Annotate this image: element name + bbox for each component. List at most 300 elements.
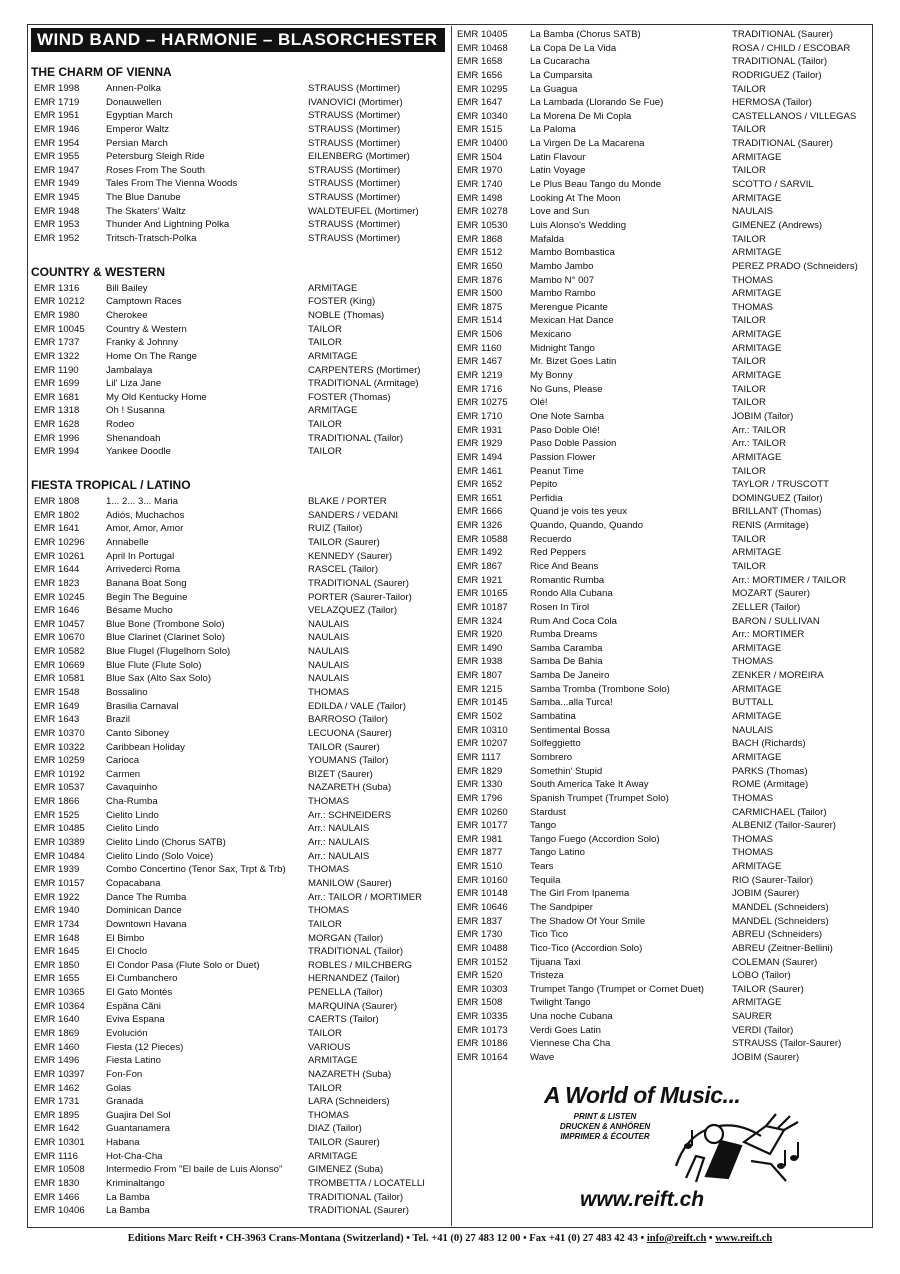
composer: EILENBERG (Mortimer) (308, 151, 410, 163)
composer: ROME (Armitage) (732, 779, 809, 791)
composer: ABREU (Zeitner-Bellini) (732, 942, 833, 954)
piece-title: Downtown Havana (106, 918, 187, 930)
piece-title: Guantanamera (106, 1123, 170, 1135)
piece-title: Mexican Hat Dance (530, 315, 614, 327)
composer: CAERTS (Tailor) (308, 1014, 379, 1026)
catalog-row (457, 151, 871, 165)
catalog-code: EMR 1876 (457, 274, 503, 286)
piece-title: Verdi Goes Latin (530, 1024, 601, 1036)
composer: Arr.: SCHNEIDERS (308, 809, 392, 821)
catalog-row (31, 495, 445, 509)
catalog-row (31, 850, 445, 864)
catalog-row (31, 191, 445, 205)
catalog-code: EMR 10301 (34, 1137, 85, 1149)
composer: TAILOR (732, 560, 766, 572)
composer: THOMAS (308, 686, 350, 698)
catalog-code: EMR 10303 (457, 983, 508, 995)
composer: WALDTEUFEL (Mortimer) (308, 205, 419, 217)
composer: MARQUINA (Saurer) (308, 1000, 398, 1012)
catalog-row (457, 574, 871, 588)
catalog-row (31, 218, 445, 232)
piece-title: Mafalda (530, 233, 565, 245)
catalog-code: EMR 10508 (34, 1164, 85, 1176)
left-column (31, 28, 445, 1236)
right-column (457, 28, 871, 1065)
catalog-row (457, 969, 871, 983)
piece-title: Annen-Polka (106, 83, 161, 94)
catalog-code: EMR 10207 (457, 738, 508, 750)
piece-title: Cherokee (106, 309, 148, 321)
catalog-row (457, 915, 871, 929)
catalog-row (31, 795, 445, 809)
catalog-code: EMR 10646 (457, 902, 508, 913)
composer: NAULAIS (308, 618, 350, 630)
piece-title: Passion Flower (530, 451, 596, 463)
catalog-code: EMR 1731 (34, 1096, 80, 1108)
composer: ZELLER (Tailor) (732, 601, 801, 613)
catalog-row (31, 282, 445, 296)
piece-title: April In Portugal (106, 550, 175, 562)
catalog-row (457, 710, 871, 724)
catalog-code: EMR 1215 (457, 683, 503, 695)
catalog-row (457, 846, 871, 860)
piece-title: Jambalaya (106, 364, 153, 376)
catalog-code: EMR 1922 (34, 891, 80, 903)
composer: BUTTALL (732, 697, 774, 709)
composer: BIZET (Saurer) (308, 768, 373, 780)
piece-title: Arrivederci Roma (106, 564, 181, 576)
catalog-row (31, 1082, 445, 1096)
piece-title: Paso Doble Passion (530, 438, 617, 450)
composer: ARMITAGE (732, 370, 782, 382)
catalog-row (457, 219, 871, 233)
piece-title: Cielito Lindo (106, 823, 159, 835)
piece-title: The Girl From Ipanema (530, 888, 630, 900)
catalog-row (457, 956, 871, 970)
piece-title: Samba Caramba (530, 642, 603, 654)
piece-title: La Cucaracha (530, 56, 590, 68)
catalog-code: EMR 1970 (457, 165, 503, 177)
catalog-code: EMR 1461 (457, 465, 503, 477)
catalog-code: EMR 1681 (34, 391, 80, 403)
catalog-row (457, 55, 871, 69)
composer: LOBO (Tailor) (732, 970, 791, 982)
piece-title: Lil' Liza Jane (106, 378, 162, 390)
piece-title: The Shadow Of Your Smile (530, 915, 646, 927)
piece-title: Spanish Trumpet (Trumpet Solo) (530, 792, 669, 804)
composer: PENELLA (Tailor) (308, 987, 383, 999)
composer: THOMAS (308, 796, 350, 808)
catalog-row (457, 928, 871, 942)
catalog-row (457, 83, 871, 97)
footer-web-link[interactable]: www.reift.ch (715, 1233, 773, 1244)
catalog-row (31, 972, 445, 986)
piece-title: Brasilia Carnaval (106, 700, 179, 712)
catalog-row (31, 863, 445, 877)
catalog-code: EMR 1877 (457, 847, 503, 859)
catalog-row (31, 781, 445, 795)
catalog-code: EMR 10148 (457, 888, 508, 900)
catalog-row (457, 1024, 871, 1038)
piece-title: Yankee Doodle (106, 446, 171, 458)
piece-title: Romantic Rumba (530, 574, 605, 586)
left-sections (31, 64, 445, 1218)
catalog-code: EMR 1981 (457, 833, 503, 845)
piece-title: Fiesta (12 Pieces) (106, 1041, 184, 1053)
catalog-row (31, 1095, 445, 1109)
piece-title: Peanut Time (530, 465, 584, 477)
catalog-row (31, 604, 445, 618)
catalog-code: EMR 1866 (34, 796, 80, 808)
piece-title: Emperor Waltz (106, 123, 170, 135)
composer: HERMOSA (Tailor) (732, 97, 812, 109)
composer: FOSTER (Thomas) (308, 391, 391, 403)
composer: ROSA / CHILD / ESCOBAR (732, 42, 851, 54)
catalog-code: EMR 1219 (457, 370, 503, 382)
catalog-code: EMR 10278 (457, 206, 508, 218)
piece-title: Begin The Beguine (106, 591, 188, 603)
catalog-code: EMR 10405 (457, 29, 508, 40)
piece-title: Oh ! Susanna (106, 405, 165, 417)
catalog-row (31, 109, 445, 123)
catalog-row (31, 350, 445, 364)
catalog-code: EMR 1895 (34, 1109, 80, 1121)
composer: Arr.: TAILOR (732, 438, 787, 450)
piece-title: Twilight Tango (530, 997, 591, 1009)
catalog-row (31, 918, 445, 932)
piece-title: El Bimbo (106, 932, 145, 944)
piece-title: Combo Concertino (Tenor Sax, Trpt & Trb) (106, 864, 286, 876)
piece-title: Evolución (106, 1028, 148, 1039)
piece-title: Tango (530, 820, 557, 832)
piece-title: Trumpet Tango (Trumpet or Cornet Duet) (530, 983, 704, 995)
catalog-row (457, 505, 871, 519)
catalog-row (457, 137, 871, 151)
catalog-code: EMR 1649 (34, 700, 80, 712)
composer: THOMAS (308, 905, 350, 917)
composer: Arr.: MORTIMER (732, 629, 805, 641)
catalog-row (31, 509, 445, 523)
composer: JOBIM (Tailor) (732, 410, 794, 422)
catalog-row (31, 1136, 445, 1150)
catalog-code: EMR 1921 (457, 574, 503, 586)
catalog-code: EMR 1548 (34, 686, 80, 698)
catalog-row (31, 1027, 445, 1041)
composer: NAZARETH (Suba) (308, 1068, 392, 1080)
catalog-row (457, 819, 871, 833)
composer: ARMITAGE (732, 861, 782, 873)
catalog-code: EMR 1492 (457, 547, 503, 559)
composer: ARMITAGE (732, 751, 782, 763)
catalog-code: EMR 1646 (34, 605, 80, 617)
catalog-row (457, 996, 871, 1010)
footer-email-link[interactable]: info@reift.ch (646, 1233, 707, 1244)
composer: Arr.: MORTIMER / TAILOR (732, 574, 847, 586)
piece-title: Sentimental Bossa (530, 724, 610, 736)
composer: COLEMAN (Saurer) (732, 956, 818, 968)
catalog-code: EMR 10389 (34, 837, 85, 849)
catalog-row (457, 669, 871, 683)
piece-title: Bill Bailey (106, 282, 148, 294)
composer: PORTER (Saurer-Tailor) (308, 591, 412, 603)
catalog-row (31, 177, 445, 191)
composer: TAILOR (732, 465, 766, 477)
catalog-row (31, 377, 445, 391)
catalog-code: EMR 1716 (457, 383, 503, 395)
piece-title: Latin Voyage (530, 165, 586, 177)
piece-title: Roses From The South (106, 164, 206, 176)
catalog-row (31, 768, 445, 782)
catalog-row (457, 96, 871, 110)
catalog-code: EMR 10457 (34, 618, 85, 630)
piece-title: Granada (106, 1096, 144, 1108)
catalog-code: EMR 1160 (457, 342, 502, 354)
catalog-row (457, 233, 871, 247)
piece-title: Rodeo (106, 419, 135, 431)
piece-title: Mexicano (530, 329, 572, 341)
piece-title: Tango Fuego (Accordion Solo) (530, 833, 660, 845)
piece-title: Eviva Espana (106, 1014, 165, 1026)
composer: TAILOR (732, 165, 766, 177)
composer: TAILOR (308, 446, 342, 458)
catalog-row (457, 560, 871, 574)
catalog-code: EMR 10397 (34, 1068, 85, 1080)
piece-title: The Sandpiper (530, 902, 593, 913)
catalog-code: EMR 10322 (34, 741, 85, 753)
catalog-row (457, 874, 871, 888)
composer: STRAUSS (Mortimer) (308, 164, 401, 176)
catalog-code: EMR 10152 (457, 956, 508, 968)
catalog-row (457, 178, 871, 192)
composer: TRADITIONAL (Saurer) (732, 138, 833, 150)
piece-title: Mambo Rambo (530, 288, 596, 300)
composer: EDILDA / VALE (Tailor) (308, 700, 406, 712)
composer: ARMITAGE (732, 711, 782, 723)
piece-title: Sombrero (530, 751, 573, 763)
catalog-code: EMR 1651 (457, 492, 503, 504)
catalog-row (31, 904, 445, 918)
composer: KENNEDY (Saurer) (308, 550, 393, 562)
catalog-code: EMR 10177 (457, 820, 508, 832)
catalog-code: EMR 1954 (34, 137, 80, 149)
catalog-row (31, 164, 445, 178)
piece-title: Adiós, Muchachos (106, 509, 185, 521)
piece-title: Tears (530, 861, 554, 873)
footer-separator: • (706, 1233, 716, 1244)
piece-title: Le Plus Beau Tango du Monde (530, 179, 662, 191)
piece-title: Olé! (530, 397, 548, 409)
piece-title: Tritsch-Tratsch-Polka (106, 233, 197, 245)
catalog-code: EMR 10582 (34, 646, 85, 658)
catalog-row (31, 1013, 445, 1027)
catalog-row (457, 533, 871, 547)
piece-title: My Bonny (530, 370, 573, 382)
piece-title: Egyptian March (106, 110, 173, 122)
composer: NOBLE (Thomas) (308, 309, 385, 321)
piece-title: Carmen (106, 768, 141, 780)
catalog-row (31, 536, 445, 550)
composer: NAULAIS (308, 659, 350, 671)
composer: TAYLOR / TRUSCOTT (732, 479, 830, 491)
piece-title: Tequila (530, 874, 561, 886)
piece-title: Latin Flavour (530, 151, 586, 163)
catalog-row (31, 741, 445, 755)
composer: HERNANDEZ (Tailor) (308, 973, 400, 985)
catalog-code: EMR 1830 (34, 1178, 80, 1190)
composer: Arr.: TAILOR (732, 424, 787, 436)
catalog-code: EMR 1467 (457, 356, 503, 368)
piece-title: Donauwellen (106, 96, 162, 108)
catalog-code: EMR 1994 (34, 446, 80, 458)
composer: BLAKE / PORTER (308, 496, 387, 508)
catalog-row (457, 983, 871, 997)
catalog-code: EMR 1734 (34, 918, 80, 930)
catalog-code: EMR 1330 (457, 779, 503, 791)
catalog-code: EMR 1946 (34, 123, 80, 135)
catalog-code: EMR 1510 (457, 861, 503, 873)
catalog-code: EMR 1504 (457, 151, 503, 163)
catalog-row (457, 901, 871, 915)
catalog-row (457, 192, 871, 206)
catalog-row (31, 364, 445, 378)
catalog-code: EMR 1929 (457, 438, 503, 450)
piece-title: Espãna Cãni (106, 1000, 161, 1012)
composer: VARIOUS (308, 1041, 351, 1053)
catalog-row (457, 806, 871, 820)
catalog-code: EMR 10581 (34, 673, 85, 685)
composer: BARON / SULLIVAN (732, 615, 820, 627)
composer: SAURER (732, 1011, 772, 1023)
composer: RASCEL (Tailor) (308, 564, 379, 576)
piece-title: La Paloma (530, 124, 576, 136)
catalog-code: EMR 1514 (457, 315, 503, 327)
catalog-code: EMR 10335 (457, 1011, 508, 1023)
catalog-row (31, 432, 445, 446)
composer: ROBLES / MILCHBERG (308, 959, 412, 971)
catalog-row (457, 519, 871, 533)
composer: CASTELLANOS / VILLEGAS (732, 110, 857, 122)
piece-title: La Lambada (Llorando Se Fue) (530, 97, 664, 109)
composer: TRADITIONAL (Tailor) (308, 946, 404, 958)
catalog-row (457, 42, 871, 56)
composer: ARMITAGE (732, 329, 782, 341)
piece-title: Home On The Range (106, 350, 198, 362)
piece-title: Blue Flute (Flute Solo) (106, 659, 202, 671)
composer: BRILLANT (Thomas) (732, 506, 822, 518)
catalog-code: EMR 10173 (457, 1024, 508, 1036)
catalog-row (31, 205, 445, 219)
catalog-row (31, 1109, 445, 1123)
piece-title: Thunder And Lightning Polka (106, 219, 230, 231)
composer: STRAUSS (Mortimer) (308, 110, 401, 122)
piece-title: Guajira Del Sol (106, 1109, 171, 1121)
composer: TAILOR (308, 918, 342, 930)
piece-title: Cavaquinho (106, 782, 158, 794)
composer: TRADITIONAL (Saurer) (732, 29, 833, 40)
piece-title: The Blue Danube (106, 192, 181, 204)
catalog-code: EMR 10245 (34, 591, 85, 603)
catalog-code: EMR 10275 (457, 397, 508, 409)
piece-title: Tales From The Vienna Woods (106, 178, 238, 190)
catalog-code: EMR 1940 (34, 905, 80, 917)
catalog-row (31, 563, 445, 577)
catalog-code: EMR 10340 (457, 110, 508, 122)
composer: TRADITIONAL (Tailor) (732, 56, 828, 68)
composer: GIMENEZ (Andrews) (732, 219, 823, 231)
piece-title: Cielito Lindo (Solo Voice) (106, 850, 214, 862)
composer: TAILOR (732, 383, 766, 395)
piece-title: Mambo Bombastica (530, 247, 615, 259)
catalog-code: EMR 1650 (457, 260, 503, 272)
catalog-code: EMR 1644 (34, 564, 80, 576)
catalog-row (457, 601, 871, 615)
catalog-row (31, 591, 445, 605)
catalog-row (457, 751, 871, 765)
logo-url[interactable]: www.reift.ch (580, 1188, 705, 1211)
catalog-row (31, 891, 445, 905)
catalog-row (31, 577, 445, 591)
piece-title: Perfidia (530, 492, 563, 504)
composer: THOMAS (732, 656, 774, 668)
catalog-row (457, 778, 871, 792)
catalog-row (31, 295, 445, 309)
catalog-code: EMR 10484 (34, 850, 85, 862)
composer: ABREU (Schneiders) (732, 929, 823, 941)
catalog-code: EMR 10365 (34, 987, 85, 999)
catalog-code: EMR 1656 (457, 69, 503, 81)
catalog-row (31, 713, 445, 727)
catalog-code: EMR 1647 (457, 97, 503, 109)
catalog-code: EMR 1719 (34, 96, 80, 108)
piece-title: Cielito Lindo (106, 809, 159, 821)
piece-title: Rumba Dreams (530, 629, 598, 641)
catalog-row (31, 1122, 445, 1136)
piece-title: Fiesta Latino (106, 1055, 161, 1067)
catalog-row (457, 410, 871, 424)
catalog-code: EMR 1998 (34, 83, 80, 94)
catalog-code: EMR 1931 (457, 424, 503, 436)
piece-title: Sambatina (530, 711, 576, 723)
composer: THOMAS (732, 792, 774, 804)
catalog-row (31, 618, 445, 632)
piece-title: Quand je vois tes yeux (530, 506, 628, 518)
composer: SANDERS / VEDANI (308, 509, 399, 521)
composer: TAILOR (732, 533, 766, 545)
composer: MANDEL (Schneiders) (732, 915, 829, 927)
piece-title: Bésame Mucho (106, 605, 173, 617)
catalog-row (457, 274, 871, 288)
catalog-row (457, 492, 871, 506)
composer: LARA (Schneiders) (308, 1096, 390, 1108)
catalog-row (457, 355, 871, 369)
composer: ARMITAGE (308, 282, 358, 294)
catalog-code: EMR 1955 (34, 151, 80, 163)
catalog-code: EMR 1508 (457, 997, 503, 1009)
section-title: FIESTA TROPICAL / LATINO (31, 478, 191, 493)
piece-title: El Condor Pasa (Flute Solo or Duet) (106, 959, 260, 971)
composer: TAILOR (732, 356, 766, 368)
catalog-row (457, 110, 871, 124)
catalog-row (457, 587, 871, 601)
composer: TRADITIONAL (Saurer) (308, 1205, 409, 1217)
piece-title: No Guns, Please (530, 383, 603, 395)
catalog-row (457, 301, 871, 315)
catalog-code: EMR 10259 (34, 755, 85, 767)
catalog-code: EMR 10488 (457, 942, 508, 954)
composer: JOBIM (Saurer) (732, 888, 800, 900)
catalog-code: EMR 1948 (34, 205, 80, 217)
piece-title: Cha-Rumba (106, 796, 158, 808)
